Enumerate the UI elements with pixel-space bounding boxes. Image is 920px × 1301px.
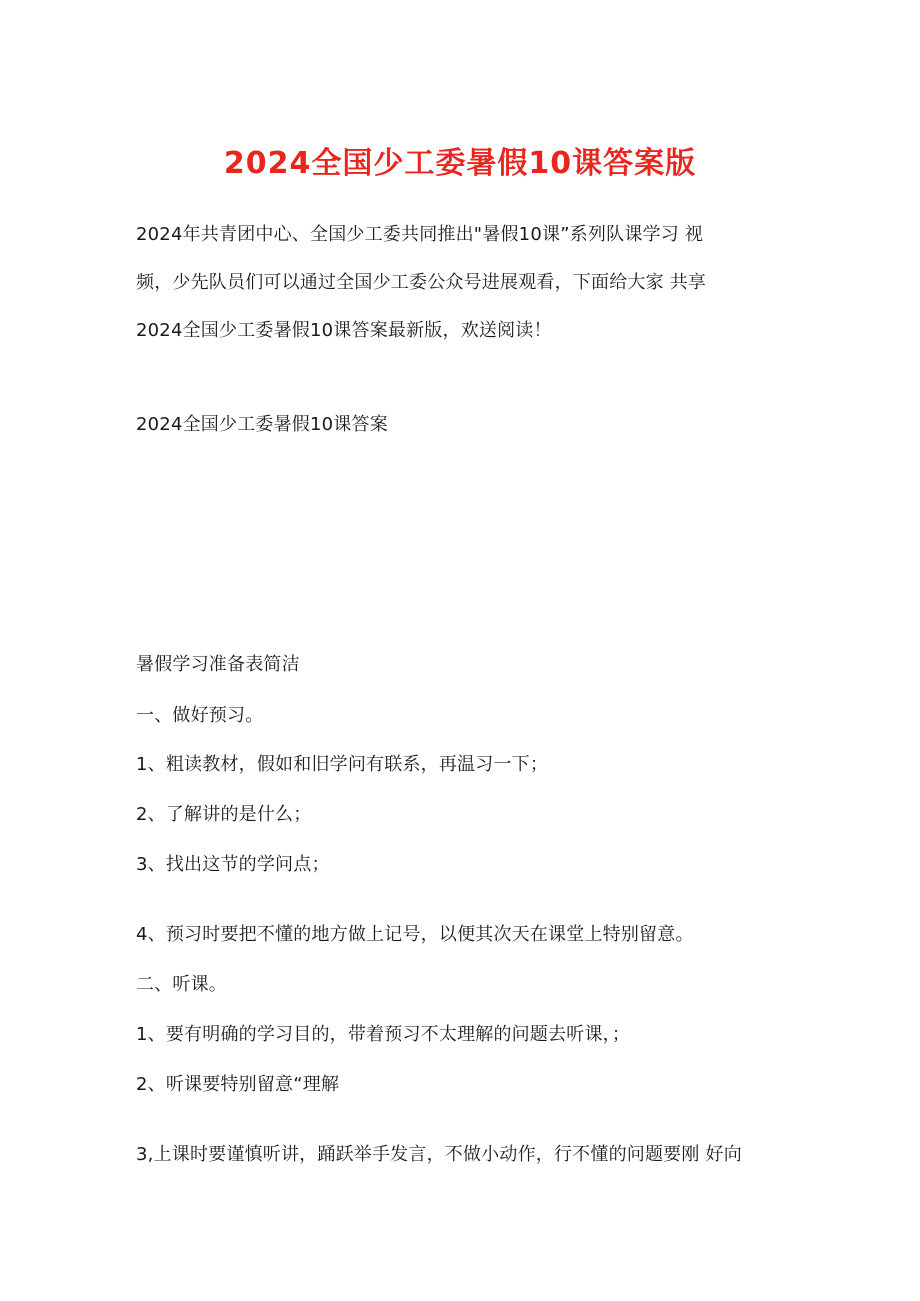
body-line-3: 1、粗读教材，假如和旧学问有联系，再温习一下； bbox=[136, 754, 549, 775]
body-line-9: 2、听课要特别留意“理解 bbox=[136, 1074, 340, 1095]
body-line-6: 4、预习时要把不懂的地方做上记号，以便其次天在课堂上特别留意。 bbox=[136, 924, 694, 945]
intro-line-1: 2024年共青团中心、全国少工委共同推出"暑假10课”系列队课学习 视 bbox=[136, 224, 704, 245]
document-title: 2024全国少工委暑假10课答案版 bbox=[223, 146, 697, 181]
body-line-4: 2、了解讲的是什么； bbox=[136, 804, 312, 825]
body-line-8: 1、要有明确的学习目的，带着预习不太理解的问题去听课，； bbox=[136, 1024, 631, 1045]
body-line-1: 暑假学习准备表简洁 bbox=[136, 654, 300, 675]
section-subheading: 2024全国少工委暑假10课答案 bbox=[136, 414, 388, 435]
intro-line-2: 频，少先队员们可以通过全国少工委公众号进展观看，下面给大家 共享 bbox=[136, 272, 707, 293]
intro-line-3: 2024全国少工委暑假10课答案最新版，欢送阅读！ bbox=[136, 320, 552, 341]
body-line-10: 3,上课时要谨慎听讲，踊跃举手发言，不做小动作，行不懂的问题要刚 好向 bbox=[136, 1144, 742, 1165]
body-line-5: 3、找出这节的学问点； bbox=[136, 854, 330, 875]
body-line-7: 二、听课。 bbox=[136, 974, 227, 995]
body-line-2: 一、做好预习。 bbox=[136, 705, 264, 726]
